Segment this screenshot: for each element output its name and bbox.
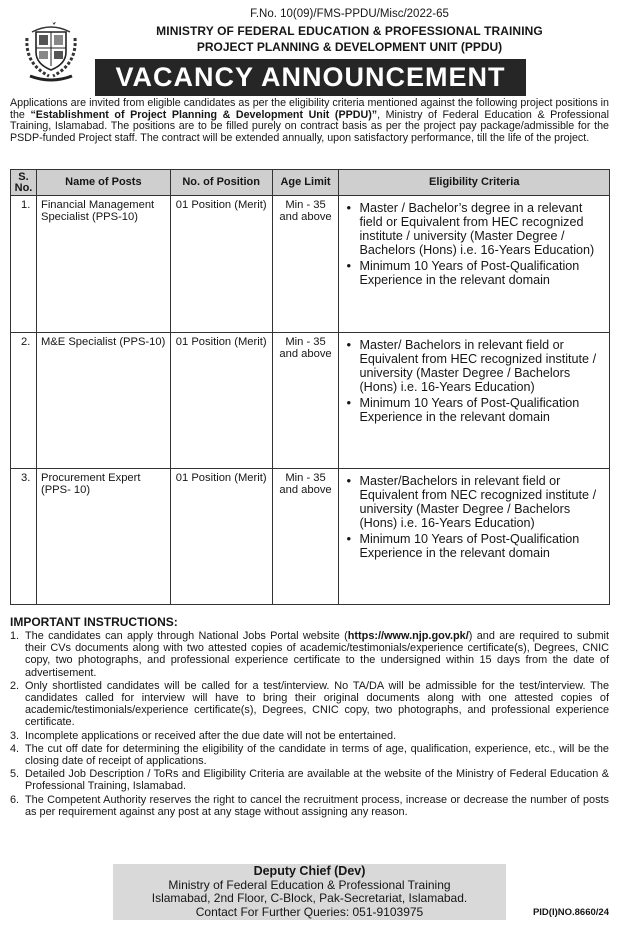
row-criteria — [339, 469, 610, 605]
file-number: F.No. 10(09)/FMS-PPDU/Misc/2022-65 — [250, 8, 449, 20]
instruction-number: 4. — [10, 742, 20, 755]
criteria-item: • Master / Bachelor’s degree in a relevant field or Equivalent from HEC recognized institute / university (Master Degree / Bachelors (Hons) i.e. 16-Years Education) — [342, 201, 603, 257]
njp-website-link[interactable]: https://www.njp.gov.pk/ — [347, 630, 469, 642]
instruction-text: Incomplete applications or received after the due date will not be entertained. — [25, 729, 397, 742]
row-criteria — [339, 333, 610, 469]
instructions-list — [10, 630, 609, 819]
contact-line-phone: Contact For Further Queries: 051-9103975 — [195, 904, 424, 919]
header-name-of-posts: Name of Posts — [36, 170, 170, 196]
instruction-text: The cut off date for determining the eligibility of the candidate in terms of age, qualification, experience, etc., will be the closing date of receipt of applications. — [25, 742, 609, 768]
header-no-of-position: No. of Position — [170, 170, 272, 196]
state-emblem-icon — [22, 18, 80, 84]
table-header-row — [11, 170, 610, 196]
pid-number: PID(I)NO.8660/24 — [532, 907, 609, 918]
vacancy-banner: VACANCY ANNOUNCEMENT — [95, 59, 526, 96]
header-age-limit: Age Limit — [272, 170, 339, 196]
ministry-name: MINISTRY OF FEDERAL EDUCATION & PROFESSIONAL TRAINING — [156, 24, 543, 38]
row-sno: 2. — [11, 333, 37, 469]
contact-box — [113, 864, 506, 920]
criteria-item: • Master/Bachelors in relevant field or Equivalent from NEC recognized institute / university (Master Degree / Bachelors (Hons) i.e. 16-Years Education) — [342, 474, 603, 530]
row-criteria — [339, 196, 610, 333]
instruction-text: Detailed Job Description / ToRs and Eligibility Criteria are available at the website of the Ministry of Federal Education & Professional Training, Islamabad. — [25, 768, 609, 793]
header-eligibility-criteria: Eligibility Criteria — [339, 170, 610, 196]
instruction-number: 3. — [10, 729, 20, 742]
row-age-limit: Min - 35 and above — [272, 469, 339, 605]
instruction-text: Only shortlisted candidates will be called for a test/interview. No TA/DA will be admissible for the test/interview. The candidates called for interview will have to bring their original documents along with one attested copies of academic/testimonials/experience certificate(s), Degrees, CNIC copy, two photographs, and professional experience certificate. — [25, 679, 609, 729]
row-post-name: M&E Specialist (PPS-10) — [36, 333, 170, 469]
criteria-item: • Minimum 10 Years of Post-Qualification Experience in the relevant domain — [342, 396, 603, 424]
instruction-number: 2. — [10, 679, 20, 692]
table-row — [11, 333, 610, 469]
criteria-item: • Minimum 10 Years of Post-Qualification Experience in the relevant domain — [342, 259, 603, 287]
row-post-name: Financial Management Specialist (PPS-10) — [36, 196, 170, 333]
row-post-name: Procurement Expert (PPS- 10) — [36, 469, 170, 605]
table-row — [11, 469, 610, 605]
instruction-text: The Competent Authority reserves the right to cancel the recruitment process, increase or decrease the number of posts as per requirement against any post at any stage without assigning any reason. — [25, 793, 609, 818]
table-row — [11, 196, 610, 333]
row-positions: 01 Position (Merit) — [170, 196, 272, 333]
instruction-item — [10, 743, 609, 767]
row-age-limit: Min - 35 and above — [272, 196, 339, 333]
instruction-item — [10, 768, 609, 792]
instruction-item — [10, 730, 609, 742]
intro-paragraph — [10, 98, 609, 145]
row-positions: 01 Position (Merit) — [170, 469, 272, 605]
vacancy-table — [10, 169, 610, 605]
criteria-item: • Master/ Bachelors in relevant field or Equivalent from HEC recognized institute / university (Master Degree / Bachelors (Hons) i.e. 16-Years Education) — [342, 338, 603, 394]
row-sno: 3. — [11, 469, 37, 605]
instructions-title: IMPORTANT INSTRUCTIONS: — [10, 615, 178, 629]
row-sno: 1. — [11, 196, 37, 333]
instruction-number: 6. — [10, 793, 20, 806]
intro-text-1: Applications are invited from eligible candidates as per the eligibility criteria mentioned against the following project positions in the — [10, 97, 609, 121]
contact-line-address: Islamabad, 2nd Floor, C-Block, Pak-Secretariat, Islamabad. — [151, 891, 468, 905]
instruction-item — [10, 794, 609, 818]
contact-title: Deputy Chief (Dev) — [253, 864, 366, 878]
instruction-number: 1. — [10, 630, 20, 642]
instruction-number: 5. — [10, 768, 20, 781]
row-age-limit: Min - 35 and above — [272, 333, 339, 469]
contact-line-ministry: Ministry of Federal Education & Professional Training — [168, 877, 451, 892]
intro-project-name: “Establishment of Project Planning & Development Unit (PPDU)” — [30, 108, 378, 121]
instruction-text: The candidates can apply through National Jobs Portal website ( — [25, 630, 348, 642]
instruction-text: ) and are required to submit their CVs documents along with two attested copies of academic/testimonials/experience certificate(s), Degrees, CNIC copy, two photographs, and professional experience certificate to the undersigned within 15 days from the date of advertisement. — [25, 630, 609, 679]
intro-text-2: , Ministry of Federal Education & Professional Training, Islamabad. The positions are to be filled purely on contract basis as per the project pay package/admissible for the PSDP-funded Project staff. The contract will be extended annually, upon satisfactory performance, till the life of the project. — [10, 108, 609, 145]
header-sno: S. No. — [11, 170, 37, 196]
instruction-item — [10, 630, 609, 679]
row-positions: 01 Position (Merit) — [170, 333, 272, 469]
criteria-item: • Minimum 10 Years of Post-Qualification Experience in the relevant domain — [342, 532, 603, 560]
instruction-item — [10, 680, 609, 729]
unit-name: PROJECT PLANNING & DEVELOPMENT UNIT (PPDU) — [196, 40, 503, 54]
